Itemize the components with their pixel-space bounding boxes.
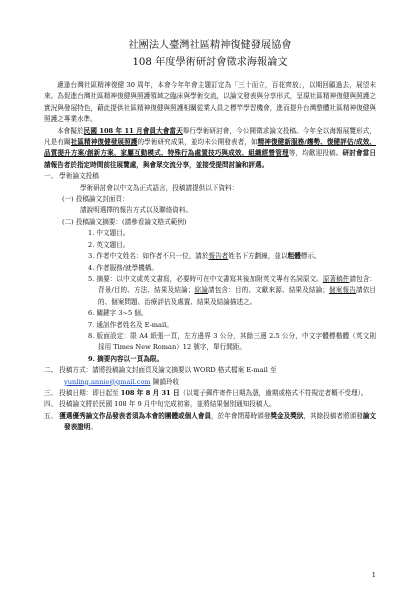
section-2-label: 二、 投稿方式： — [44, 366, 93, 375]
section-5-bold-c: 獎金及獎狀 — [270, 411, 304, 420]
intro-paragraph-1: 適逢台灣社區精神復健 30 周年，本會今年年會主題訂定為「三十而立，百花齊放」，以期回顧過去，展望未來。為促進台灣社區精神復健與照護領域之臨床與學術交流，以論文發表與分享形式，呈現社區精神復健與照護之實況與發展特色，藉此提供社區精神復健與照護相關從業人員之標竿學習機會，進而提升台灣整體社區精神復健與照護之專業水準。 — [44, 81, 376, 124]
subsection-abstract-heading: (二) 投稿論文摘要：(請參看論文格式範例) — [62, 217, 187, 226]
abstract-item-4: 4. 作者服務/就學機構。 — [88, 263, 158, 272]
document-title: 108 年度學術研討會徵求海報論文 — [132, 57, 288, 68]
section-5-label: 五、 — [44, 411, 60, 420]
subsection-cover-text: 請說明選擇的報告方式以及聯絡資料。 — [80, 206, 193, 215]
abstract-item-6: 6. 關鍵字 3~5 個。 — [88, 309, 148, 318]
item-3-text-a: 3. 作者中文姓名：如作者不只一位，請於 — [88, 252, 209, 261]
contact-email-link[interactable]: yunling.annie@gmail.com — [64, 377, 151, 386]
item-5-text-b: 請包含：背景/目的、方法、結果及結論； — [98, 274, 377, 295]
intro-paragraph-2 — [44, 126, 376, 172]
section-2-recipient: 陳韻玲收 — [150, 377, 180, 386]
item-3-bold: 粗體 — [287, 252, 301, 261]
section-2 — [44, 365, 376, 376]
item-3-text-c: 標示。 — [300, 252, 321, 261]
abstract-item-9: 9. 摘要內容以一頁為限。 — [88, 354, 164, 363]
page-number: 1 — [371, 570, 376, 579]
event-date: 民國 108 年 11 月會員大會當天 — [83, 126, 183, 135]
intro-text-d: 等，均歡迎投稿。 — [288, 149, 343, 158]
abstract-item-8: 8. 版面設定：限 A4 紙張一頁，左方邊界 3 公分，其餘三邊 2.5 公分，中文字體標楷體（英文則採用 Times New Roman）12 號字，單行間距。 — [88, 331, 376, 352]
topic-primary: 社區精神復健發展照護 — [70, 138, 138, 147]
item-5-case: 個案報告 — [328, 286, 356, 295]
presentation-note: 研討會當日請報告者於指定時間前往展覽處，與會眾交流分享，並接受提問討論和評選。 — [44, 149, 376, 169]
section-5-bold-e: 論文發表證明 — [64, 411, 377, 432]
item-3-text-b: 姓名下方劃線，並以 — [228, 252, 288, 261]
item-5-text-d: 請依目的、個案問題、治療評估及處置、結果及結論描述之。 — [98, 286, 377, 306]
intro-text-c: 的學術研究成果，並均未公開發表者，如 — [137, 138, 258, 147]
abstract-item-5 — [44, 274, 376, 308]
intro-text-a: 本會擬於 — [57, 126, 84, 135]
abstract-item-3 — [44, 251, 376, 262]
subsection-cover-heading: (一) 投稿論文封面頁： — [62, 195, 129, 204]
section-5 — [44, 411, 376, 434]
intro-text-b: 舉行學術研討會，今公開徵求論文投稿。今年全以海報展覽形式，凡是有關 — [44, 126, 377, 147]
section-1-lead: 學術研討會以中文為正式語言，投稿請提供以下資料： — [80, 183, 239, 192]
section-5-text-f: 。 — [90, 423, 97, 432]
item-3-presenter: 報告者 — [208, 252, 229, 261]
deadline-date: 108 年 8 月 31 日 — [120, 388, 180, 397]
item-5-text-a: 5. 摘要：以中文或英文書寫，必要時可在中文書寫其後加附英文專有名詞原文。 — [88, 274, 323, 283]
section-5-text-b: ，於年會閉幕時頒發 — [211, 411, 271, 420]
abstract-item-1: 1. 中文題目。 — [88, 229, 130, 238]
section-2-text: 請將投稿論文封面頁及論文摘要以 WORD 格式檔案 E-mail 至 — [92, 366, 277, 375]
section-2-email-line — [44, 377, 376, 388]
item-5-original: 原著稿件 — [322, 274, 350, 283]
section-3-label: 三、 投稿日期： — [44, 388, 93, 397]
topic-list: 精神復健新服務/趨勢、復健評估/成效、品質提升方案/創新方案、家屬互動模式、特殊行為處置技巧與成效、組織經營管理 — [44, 138, 377, 158]
section-4: 四、 投稿論文將於民國 108 年 9 月中旬完成初審，並將結果個別通知投稿人。 — [44, 400, 276, 409]
section-5-bold-a: 獲選優秀論文作品發表者須為本會的團體或個人會員 — [59, 411, 212, 420]
org-title: 社團法人臺灣社區精神復健發展協會 — [128, 40, 292, 51]
section-3 — [44, 388, 376, 399]
item-5-text-c: 請包含：目的、文獻來源、結果及結論； — [207, 286, 329, 295]
section-3-text-a: 即日起至 — [92, 388, 121, 397]
abstract-item-2: 2. 英文題目。 — [88, 240, 130, 249]
item-5-review: 綜論 — [194, 286, 208, 295]
section-5-text-d: ，其餘投稿者將頒發 — [303, 411, 363, 420]
abstract-item-7: 7. 通訊作者姓名及 E-mail。 — [88, 320, 173, 329]
section-3-text-b: （以電子郵件寄件日期為憑，逾期或格式不符規定者概不受理）。 — [179, 388, 368, 397]
section-1-heading: 一、 學術論文投稿 — [44, 172, 99, 181]
